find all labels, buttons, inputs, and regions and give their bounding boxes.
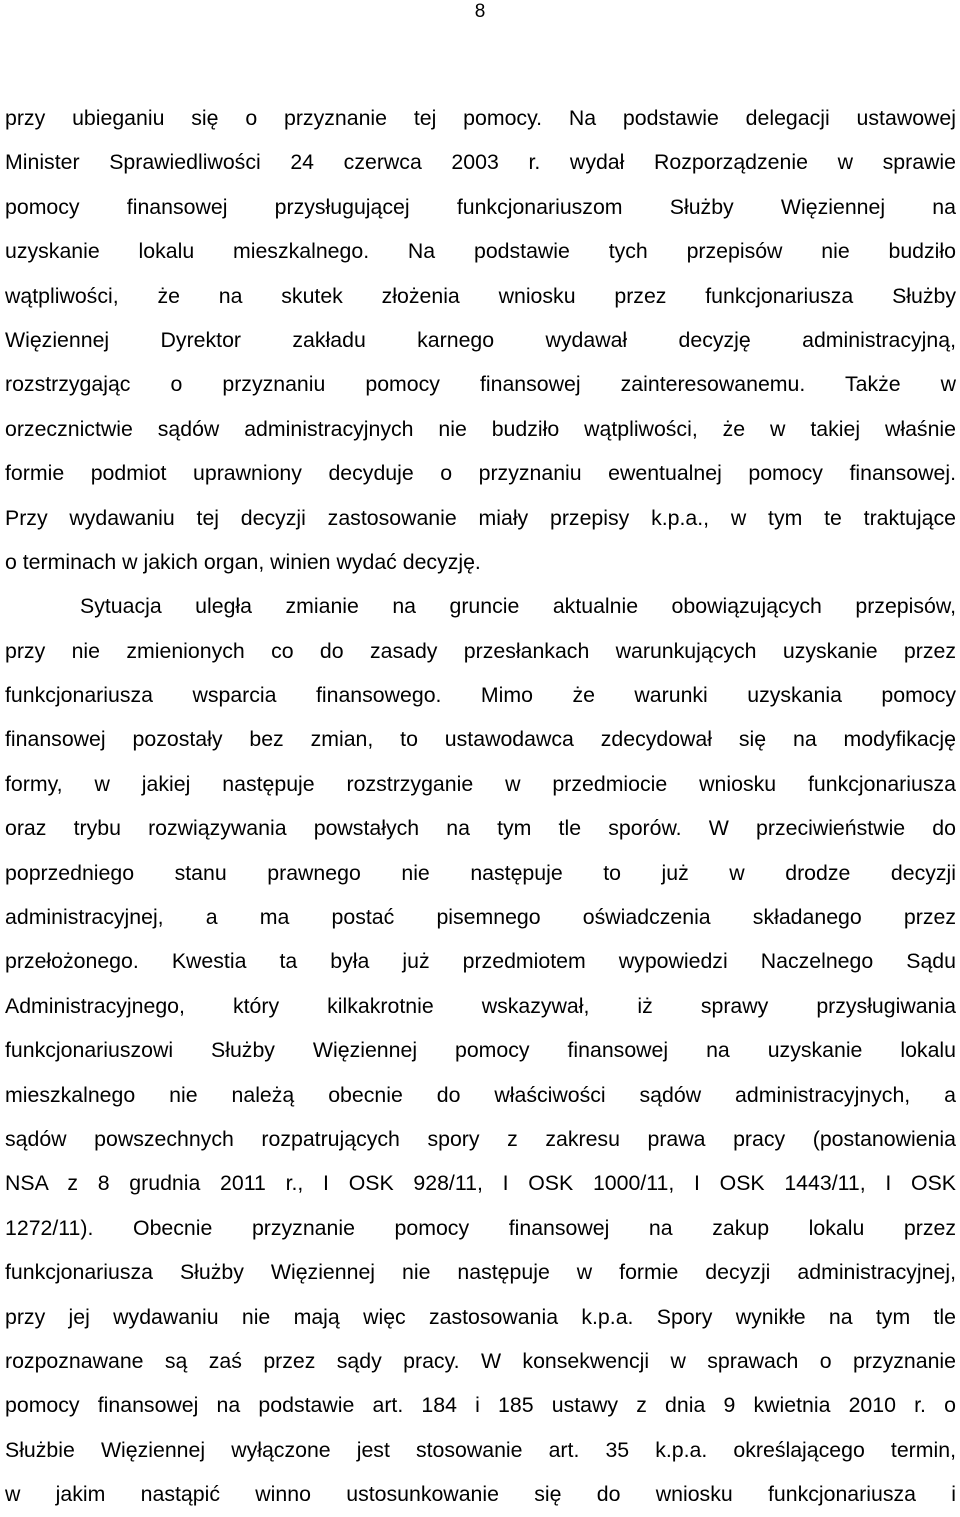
- text-line: 1272/11). Obecnie przyznanie pomocy finansowej na zakup lokalu przez: [5, 1215, 956, 1240]
- text-line: o terminach w jakich organ, winien wydać decyzję.: [5, 549, 481, 574]
- text-line: oraz trybu rozwiązywania powstałych na tym tle sporów. W przeciwieństwie do: [5, 816, 956, 841]
- text-line: rozpoznawane są zaś przez sądy pracy. W konsekwencji w sprawach o przyznanie: [5, 1348, 956, 1373]
- text-line: przełożonego. Kwestia ta była już przedmiotem wypowiedzi Naczelnego Sądu: [5, 949, 956, 974]
- text-line: Więziennej Dyrektor zakładu karnego wydawał decyzję administracyjną,: [5, 327, 956, 352]
- text-line: przy ubieganiu się o przyznanie tej pomocy. Na podstawie delegacji ustawowej: [5, 106, 956, 130]
- paragraph-2: [5, 584, 956, 1516]
- text-line: Służbie Więziennej wyłączone jest stosowanie art. 35 k.p.a. określającego termin,: [5, 1437, 956, 1462]
- text-line: mieszkalnego nie należą obecnie do właściwości sądów administracyjnych, a: [5, 1082, 956, 1107]
- text-line: finansowej pozostały bez zmian, to ustawodawca zdecydował się na modyfikację: [5, 727, 956, 752]
- text-line: wątpliwości, że na skutek złożenia wniosku przez funkcjonariusza Służby: [5, 283, 956, 308]
- text-line: poprzedniego stanu prawnego nie następuje to już w drodze decyzji: [5, 860, 956, 885]
- text-line: formie podmiot uprawniony decyduje o przyznaniu ewentualnej pomocy finansowej.: [5, 461, 956, 486]
- text-line: przy jej wydawaniu nie mają więc zastosowania k.p.a. Spory wynikłe na tym tle: [5, 1304, 956, 1329]
- text-line: orzecznictwie sądów administracyjnych nie budziło wątpliwości, że w takiej właśnie: [5, 416, 956, 441]
- text-line: formy, w jakiej następuje rozstrzyganie w przedmiocie wniosku funkcjonariusza: [5, 771, 956, 796]
- text-line: pomocy finansowej przysługującej funkcjonariuszom Służby Więziennej na: [5, 194, 956, 219]
- text-line: funkcjonariusza Służby Więziennej nie następuje w formie decyzji administracyjnej,: [5, 1260, 956, 1285]
- text-line: w jakim nastąpić winno ustosunkowanie się do wniosku funkcjonariusza i: [5, 1482, 956, 1507]
- text-line: NSA z 8 grudnia 2011 r., I OSK 928/11, I OSK 1000/11, I OSK 1443/11, I OSK: [5, 1171, 956, 1196]
- text-line: uzyskanie lokalu mieszkalnego. Na podstawie tych przepisów nie budziło: [5, 239, 956, 264]
- page-number: 8: [474, 1, 486, 22]
- text-line: przy nie zmienionych co do zasady przesłankach warunkujących uzyskanie przez: [5, 638, 956, 663]
- text-line: Sytuacja uległa zmianie na gruncie aktualnie obowiązujących przepisów,: [80, 594, 956, 619]
- text-line: sądów powszechnych rozpatrujących spory z zakresu prawa pracy (postanowienia: [5, 1126, 956, 1151]
- document-body: [5, 96, 956, 1517]
- paragraph-1: [5, 96, 956, 584]
- text-line: funkcjonariusza wsparcia finansowego. Mimo że warunki uzyskania pomocy: [5, 683, 956, 708]
- text-line: administracyjnej, a ma postać pisemnego oświadczenia składanego przez: [5, 905, 956, 930]
- text-line: Administracyjnego, który kilkakrotnie wskazywał, iż sprawy przysługiwania: [5, 993, 956, 1018]
- text-line: pomocy finansowej na podstawie art. 184 i 185 ustawy z dnia 9 kwietnia 2010 r. o: [5, 1393, 956, 1418]
- text-line: rozstrzygając o przyznaniu pomocy finansowej zainteresowanemu. Także w: [5, 372, 956, 397]
- text-line: Minister Sprawiedliwości 24 czerwca 2003 r. wydał Rozporządzenie w sprawie: [5, 150, 956, 175]
- text-line: funkcjonariuszowi Służby Więziennej pomocy finansowej na uzyskanie lokalu: [5, 1038, 956, 1063]
- text-line: Przy wydawaniu tej decyzji zastosowanie miały przepisy k.p.a., w tym te traktujące: [5, 505, 956, 530]
